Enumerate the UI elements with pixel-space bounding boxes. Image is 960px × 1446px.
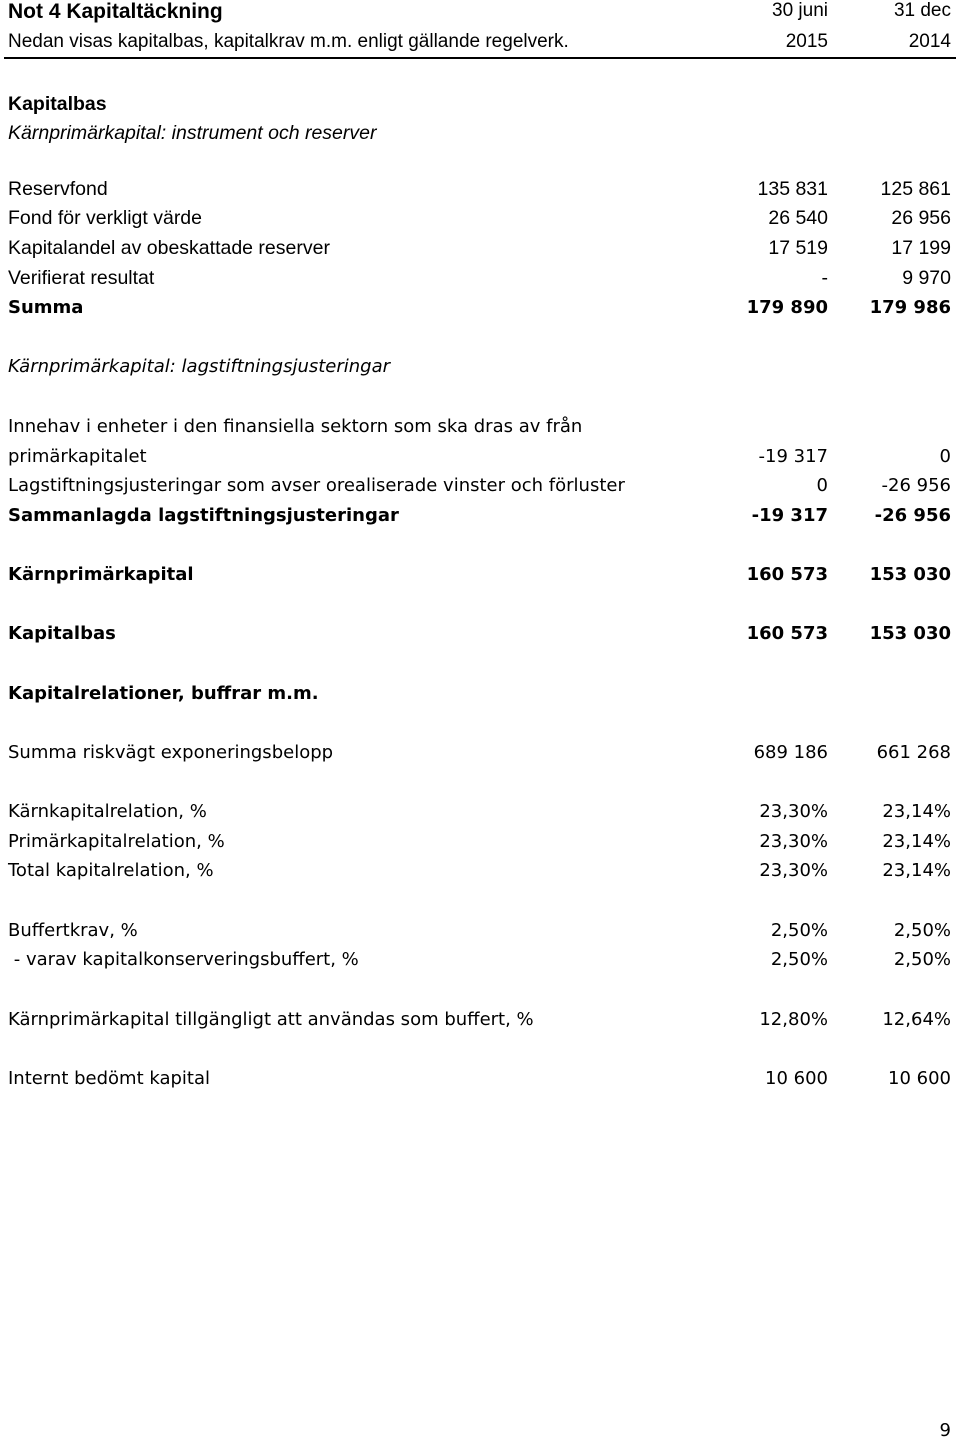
section-heading-cet1-adjustments: Kärnprimärkapital: lagstiftningsjusteringar (8, 356, 391, 377)
table-row-buffertkrav: Buffertkrav, % 2,50% 2,50% (8, 920, 951, 941)
note-subtitle: Nedan visas kapitalbas, kapitalkrav m.m. enligt gällande regelverk. (8, 31, 569, 52)
table-row-riskvagt: Summa riskvägt exponeringsbelopp 689 186 661 268 (8, 742, 951, 763)
table-row-karnprimarkapital: Kärnprimärkapital 160 573 153 030 (8, 564, 951, 585)
table-row-orealiserade: Lagstiftningsjusteringar som avser orealiserade vinster och förluster 0 -26 956 (8, 475, 951, 496)
note-header (0, 0, 960, 60)
column-header-2015-date: 30 juni (772, 0, 828, 21)
table-row-reservfond: Reservfond 135 831 125 861 (8, 178, 951, 200)
section-heading-ratios: Kapitalrelationer, buffrar m.m. (8, 683, 319, 704)
column-header-2014-date: 31 dec (893, 0, 951, 21)
table-row-verifierat-resultat: Verifierat resultat - 9 970 (8, 267, 951, 289)
table-row-innehav-line1: Innehav i enheter i den finansiella sektorn som ska dras av från (8, 416, 583, 437)
column-header-2015-year: 2015 (785, 31, 828, 52)
header-divider (4, 57, 956, 59)
section-heading-kapitalbas: Kapitalbas (8, 93, 107, 115)
table-row-kapitalbas: Kapitalbas 160 573 153 030 (8, 623, 951, 644)
table-row-total-kapitalrelation: Total kapitalrelation, % 23,30% 23,14% (8, 860, 951, 881)
table-row-fond-verkligt-varde: Fond för verkligt värde 26 540 26 956 (8, 207, 951, 229)
section-heading-cet1-instruments: Kärnprimärkapital: instrument och reserver (8, 122, 377, 144)
note-title: Not 4 Kapitaltäckning (8, 0, 223, 23)
table-row-primarkapitalrelation: Primärkapitalrelation, % 23,30% 23,14% (8, 831, 951, 852)
table-row-karnkapitalrelation: Kärnkapitalrelation, % 23,30% 23,14% (8, 801, 951, 822)
table-row-summa: Summa 179 890 179 986 (8, 297, 951, 318)
table-row-tillgangligt-buffert: Kärnprimärkapital tillgängligt att användas som buffert, % 12,80% 12,64% (8, 1009, 951, 1030)
column-header-2014-year: 2014 (908, 31, 951, 52)
table-row-sammanlagda: Sammanlagda lagstiftningsjusteringar -19 317 -26 956 (8, 505, 951, 526)
table-row-innehav: primärkapitalet -19 317 0 (8, 446, 951, 467)
page-number: 9 (939, 1420, 951, 1441)
table-row-kapitalandel: Kapitalandel av obeskattade reserver 17 519 17 199 (8, 237, 951, 259)
table-row-internt-bedomt: Internt bedömt kapital 10 600 10 600 (8, 1068, 951, 1089)
table-row-varav-buffert: - varav kapitalkonserveringsbuffert, % 2,50% 2,50% (8, 949, 951, 970)
